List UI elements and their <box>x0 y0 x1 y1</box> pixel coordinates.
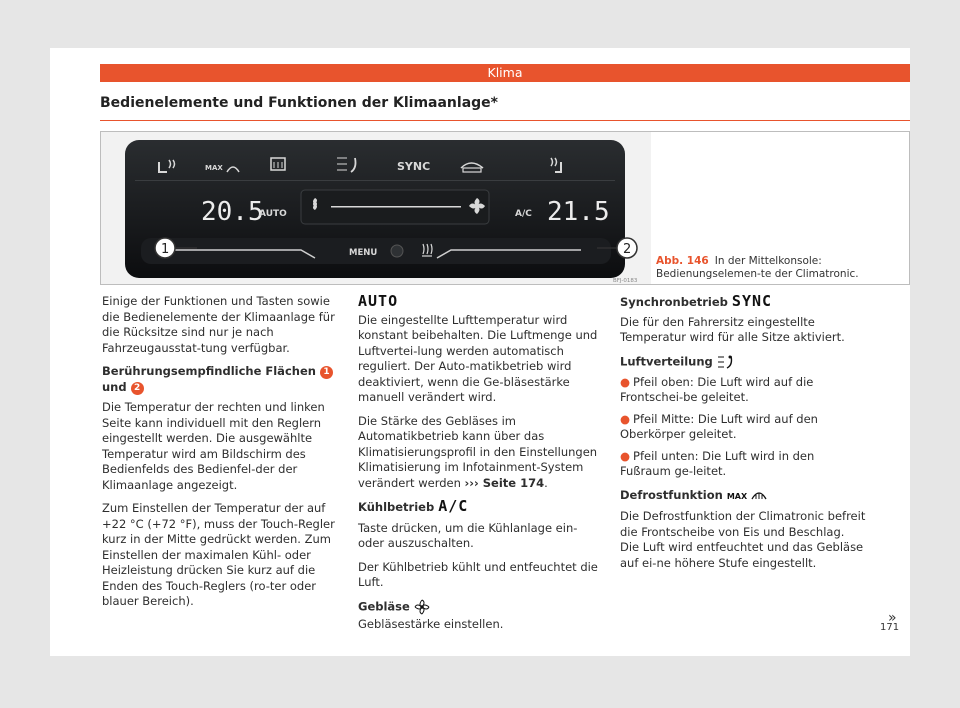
continued-marker: » <box>888 610 897 626</box>
cooling-paragraph-2: Der Kühlbetrieb kühlt und entfeuchtet die Luft. <box>358 559 598 589</box>
distribution-heading <box>620 354 866 370</box>
page-number: 171 <box>880 622 900 633</box>
image-code: BFJ-0183 <box>613 278 638 284</box>
temperature-set-paragraph: Zum Einstellen der Temperatur der auf +22 °C (+72 °F), muss der Touch-Regler kurz in der Mitte gedrückt werden. Zum Einstellen der maximalen Kühl- oder Heizleistung drücken Sie kurz auf die Enden des Touch-Reglers (ro-ter oder blauer Bereich). <box>102 501 335 608</box>
cooling-heading-text: Kühlbetrieb <box>358 500 435 514</box>
temp-left-display: 20.5 <box>201 197 264 227</box>
auto-paragraph-1: Die eingestellte Lufttemperatur wird konstant beibehalten. Die Luftmenge und Luftvertei-lung werden automatisch reguliert. Der Auto-matikbetrieb wird deaktiviert, wenn die Ge-bläsestärke manuell verändert wird. <box>358 312 598 404</box>
defrost-max-symbol: MAX <box>726 491 748 501</box>
caption-text: In der Mittelkonsole: Bedienungselemen-te der Climatronic. <box>656 255 859 280</box>
climate-panel-illustration <box>101 132 651 284</box>
page-reference-link[interactable]: ››› Seite 174 <box>464 475 545 490</box>
bullet-item <box>620 412 866 443</box>
temp-right-display: 21.5 <box>547 197 610 227</box>
column-left <box>102 294 348 618</box>
bullet-item <box>620 449 866 480</box>
climate-panel-image <box>101 132 651 284</box>
fan-low-icon <box>313 198 317 210</box>
section-title: Bedienelemente und Funktionen der Klimaanlage* <box>100 95 498 111</box>
fan-heading <box>358 599 604 615</box>
bullet-dot: ● <box>620 448 631 463</box>
defrost-heading-text: Defrostfunktion <box>620 487 723 502</box>
column-middle <box>358 294 604 640</box>
temperature-paragraph: Die Temperatur der rechten und linken Seite kann individuell mit den Reglern eingestellt werden. Die ausgewählte Temperatur wird am Bildschirm des Bedienfelds des Bedienfel-der der Klimaanlage angezeigt. <box>102 400 325 492</box>
cooling-heading <box>358 499 604 516</box>
max-label: MAX <box>205 164 223 172</box>
defrost-heading <box>620 488 866 505</box>
auto-paragraph-2-end: . <box>544 475 548 490</box>
bullet-dot: ● <box>620 411 631 426</box>
sync-heading-text: Synchronbetrieb <box>620 295 728 309</box>
title-divider <box>100 120 910 121</box>
column-right <box>620 294 866 579</box>
touch-surfaces-heading <box>102 364 348 395</box>
auto-paragraph-2 <box>358 414 604 492</box>
fan-slider <box>331 206 461 208</box>
air-distribution-icon <box>717 354 735 370</box>
auto-paragraph-2-text: Die Stärke des Gebläses im Automatikbetrieb kann über das Klimatisierungsprofil in den Einstellungen Klimatisierung im Infotainment-System verändert werden <box>358 413 598 490</box>
sync-button: SYNC <box>397 160 431 173</box>
menu-button: MENU <box>349 248 378 258</box>
figure-number: Abb. 146 <box>656 255 709 267</box>
sync-symbol: SYNC <box>731 292 773 310</box>
touch-heading-text: Berührungsempfindliche Flächen <box>102 364 316 378</box>
bullet-item <box>620 375 866 406</box>
figure-caption <box>656 255 906 281</box>
figure-146 <box>100 131 910 285</box>
fan-paragraph: Gebläsestärke einstellen. <box>358 616 504 631</box>
bullet-dot: ● <box>620 374 631 389</box>
chapter-header: Klima <box>100 64 910 82</box>
callout-1-label: 1 <box>161 242 170 257</box>
ac-symbol: A/C <box>438 497 469 515</box>
bullet-text: Pfeil unten: Die Luft wird in den Fußraum ge-leitet. <box>620 448 815 478</box>
fan-icon <box>414 599 430 615</box>
cooling-paragraph-1: Taste drücken, um die Kühlanlage ein- oder auszuschalten. <box>358 520 578 550</box>
windshield-defrost-icon <box>751 489 767 501</box>
intro-paragraph: Einige der Funktionen und Tasten sowie die Bedienelemente der Klimaanlage für die Rücksitze sind nur je nach Fahrzeugausstat-tung verfügbar. <box>102 294 335 355</box>
badge-1: 1 <box>320 366 333 379</box>
manual-page <box>50 48 910 656</box>
auto-button: AUTO <box>259 209 287 219</box>
badge-2: 2 <box>131 382 144 395</box>
auto-symbol: AUTO <box>358 292 399 310</box>
sync-heading <box>620 294 866 311</box>
distribution-heading-text: Luftverteilung <box>620 354 713 368</box>
sync-paragraph: Die für den Fahrersitz eingestellte Temperatur wird für alle Sitze aktiviert. <box>620 314 845 344</box>
bullet-text: Pfeil Mitte: Die Luft wird auf den Oberkörper geleitet. <box>620 411 818 441</box>
fan-heading-text: Gebläse <box>358 599 410 613</box>
touch-heading-and: und <box>102 379 127 394</box>
ac-button: A/C <box>515 209 532 219</box>
bullet-text: Pfeil oben: Die Luft wird auf die Frontschei-be geleitet. <box>620 374 814 404</box>
defrost-paragraph: Die Defrostfunktion der Climatronic befreit die Frontscheibe von Eis und Beschlag. Die Luft wird entfeuchtet und das Gebläse auf ei-ne höhere Stufe eingestellt. <box>620 509 866 570</box>
callout-2-label: 2 <box>623 242 632 257</box>
